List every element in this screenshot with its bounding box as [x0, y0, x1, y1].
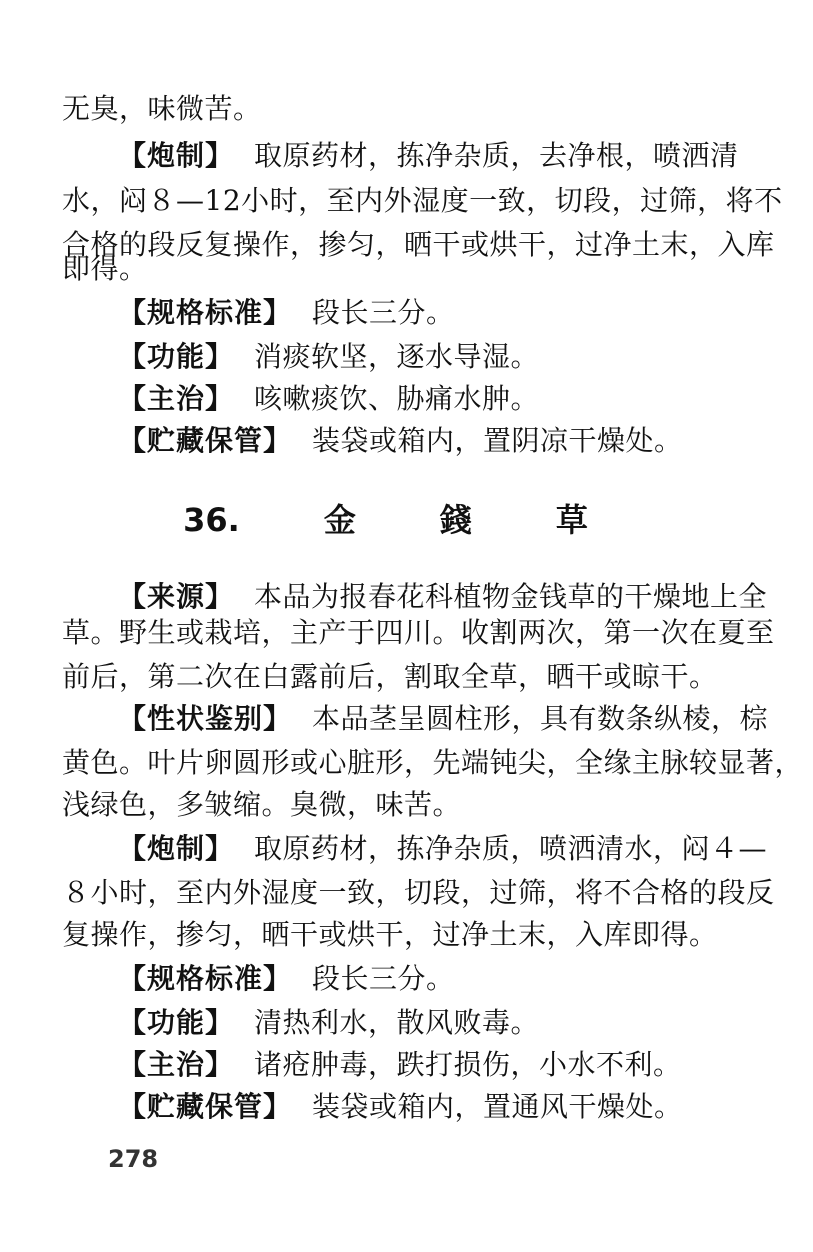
processing-text-2: ８小时，至内外湿度一致，切段，过筛，将不合格的段反: [62, 876, 775, 909]
prev-function-text: 消痰软坚，逐水导湿。: [254, 340, 540, 373]
prev-processing-text-3: 合格的段反复操作，掺匀，晒干或烘干，过净土末，入库: [62, 228, 775, 261]
function-line: [118, 1006, 539, 1040]
prev-spec-text: 段长三分。: [312, 296, 455, 329]
prev-storage-text: 装袋或箱内，置阴凉干燥处。: [312, 424, 683, 457]
prev-processing-label: 【炮制】: [118, 139, 235, 172]
identification-text-1: 本品茎呈圆柱形，具有数条纵棱，棕: [312, 702, 769, 735]
function-label: 【功能】: [118, 1006, 235, 1039]
identification-label: 【性状鉴别】: [118, 702, 293, 735]
function-text: 清热利水，散风败毒。: [254, 1006, 540, 1039]
spec-text: 段长三分。: [312, 962, 455, 995]
source-line-1: [118, 580, 767, 614]
prev-smell-text: 无臭，味微苦。: [62, 92, 262, 125]
section-title-char-1: 金: [323, 501, 356, 539]
indication-text: 诸疮肿毒，跌打损伤，小水不利。: [254, 1048, 682, 1081]
identification-line-1: [118, 702, 768, 736]
processing-line-1: [118, 832, 767, 866]
spec-label: 【规格标准】: [118, 962, 293, 995]
processing-label: 【炮制】: [118, 832, 235, 865]
prev-processing-text-2: 水，闷８—12小时，至内外湿度一致，切段，过筛，将不: [62, 184, 783, 217]
identification-text-3: 浅绿色，多皱缩。臭微，味苦。: [62, 788, 462, 821]
prev-indication-text: 咳嗽痰饮、胁痛水肿。: [254, 382, 540, 415]
storage-text: 装袋或箱内，置通风干燥处。: [312, 1090, 683, 1123]
storage-line: [118, 1090, 683, 1124]
prev-indication-label: 【主治】: [118, 382, 235, 415]
prev-processing-line-4: [62, 252, 148, 286]
identification-text-2: 黄色。叶片卵圆形或心脏形，先端钝尖，全缘主脉较显著，: [62, 746, 804, 779]
processing-text-3: 复操作，掺匀，晒干或烘干，过净土末，入库即得。: [62, 918, 718, 951]
processing-line-3: [62, 918, 718, 952]
source-line-3: [62, 660, 718, 694]
prev-storage-label: 【贮藏保管】: [118, 424, 293, 457]
processing-text-1: 取原药材，拣净杂质，喷洒清水，闷４—: [254, 832, 768, 865]
identification-line-3: [62, 788, 461, 822]
prev-processing-text-1: 取原药材，拣净杂质，去净根，喷洒清: [254, 139, 739, 172]
prev-storage-line: [118, 424, 683, 458]
section-number: 36.: [183, 501, 240, 539]
prev-spec-label: 【规格标准】: [118, 296, 293, 329]
prev-indication-line: [118, 382, 539, 416]
storage-label: 【贮藏保管】: [118, 1090, 293, 1123]
prev-spec-line: [118, 296, 455, 330]
prev-function-line: [118, 340, 539, 374]
prev-processing-line-1: [118, 139, 739, 173]
section-title-char-3: 草: [555, 501, 588, 539]
indication-line: [118, 1048, 682, 1082]
prev-processing-line-3: [62, 228, 775, 262]
prev-smell-taste-line: [62, 92, 262, 126]
source-text-3: 前后，第二次在白露前后，割取全草，晒干或晾干。: [62, 660, 718, 693]
source-text-1: 本品为报春花科植物金钱草的干燥地上全: [254, 580, 768, 613]
spec-line: [118, 962, 455, 996]
prev-processing-text-4: 即得。: [62, 252, 148, 285]
identification-line-2: [62, 746, 803, 780]
prev-processing-line-2: [62, 184, 783, 218]
prev-function-label: 【功能】: [118, 340, 235, 373]
source-line-2: [62, 616, 775, 650]
processing-line-2: [62, 876, 775, 910]
section-title-char-2: 錢: [439, 501, 472, 539]
source-label: 【来源】: [118, 580, 235, 613]
source-text-2: 草。野生或栽培，主产于四川。收割两次，第一次在夏至: [62, 616, 775, 649]
section-heading: [0, 500, 813, 540]
indication-label: 【主治】: [118, 1048, 235, 1081]
page-number: 278: [108, 1145, 159, 1173]
